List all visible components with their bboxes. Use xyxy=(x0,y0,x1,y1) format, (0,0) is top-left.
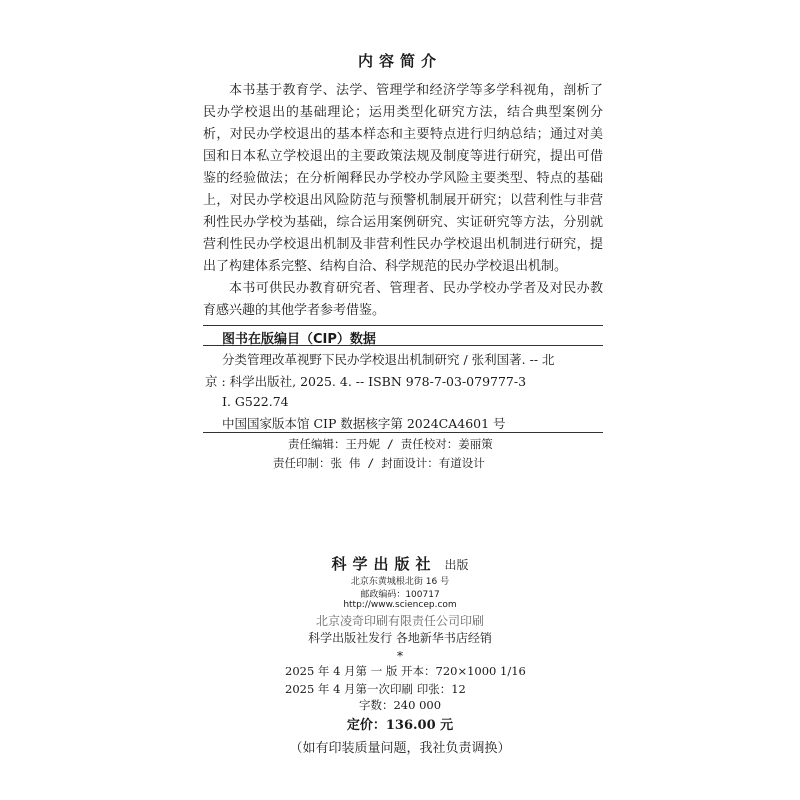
publisher-name: 科学出版社 xyxy=(331,555,437,573)
editor-credits: 责任编辑：王丹妮 / 责任校对：姜丽策 xyxy=(288,437,493,451)
cip-record-line: 分类管理改革视野下民办学校退出机制研究 / 张利国著. -- 北 xyxy=(222,352,555,367)
cip-classification: Ⅰ. G522.74 xyxy=(222,394,289,409)
cip-bottom-rule xyxy=(203,432,603,433)
summary-title: 内容简介 xyxy=(357,52,442,70)
publisher-suffix: 出版 xyxy=(444,558,469,572)
distribution-line: 科学出版社发行 各地新华书店经销 xyxy=(308,631,492,645)
cip-top-rule xyxy=(203,325,603,326)
printer-name: 北京凌奇印刷有限责任公司印刷 xyxy=(315,614,484,628)
cip-heading-rule xyxy=(203,345,603,346)
publisher-postcode: 邮政编码：100717 xyxy=(360,590,440,600)
summary-body xyxy=(203,80,603,322)
publisher-address: 北京东黄城根北街 16 号 xyxy=(350,577,450,587)
cip-number: 中国国家版本馆 CIP 数据核字第 2024CA4601 号 xyxy=(222,416,506,431)
publisher-url: http://www.sciencep.com xyxy=(343,600,457,610)
separator-star: * xyxy=(397,649,403,663)
cip-heading: 图书在版编目（CIP）数据 xyxy=(222,332,376,347)
cip-record-line: 京 : 科学出版社, 2025. 4. -- ISBN 978-7-03-079777-3 xyxy=(205,374,527,389)
quality-note: （如有印装质量问题，我社负责调换） xyxy=(289,741,511,756)
edition-line: 2025 年 4 月第 一 版 开本：720×1000 1/16 xyxy=(285,664,526,678)
publisher-line xyxy=(0,553,800,574)
price-label: 定价：136.00 元 xyxy=(346,718,454,733)
word-count: 字数：240 000 xyxy=(358,698,442,712)
summary-paragraph: 本书基于教育学、法学、管理学和经济学等多学科视角，剖析了民办学校退出的基础理论；运用类型化研究方法，结合典型案例分析，对民办学校退出的基本样态和主要特点进行归纳总结；通过对美国和日本私立学校退出的主要政策法规及制度等进行研究，提出可借鉴的经验做法；在分析阐释民办学校办学风险主要类型、特点的基础上，对民办学校退出风险防范与预警机制展开研究；以营利性与非营利性民办学校为基础，综合运用案例研究、实证研究等方法，分别就营利性民办学校退出机制及非营利性民办学校退出机制进行研究，提出了构建体系完整、结构自洽、科学规范的民办学校退出机制。 xyxy=(203,83,603,274)
printing-line: 2025 年 4 月第一次印刷 印张：12 xyxy=(285,682,466,696)
production-credits: 责任印制：张 伟 / 封面设计：有道设计 xyxy=(273,456,485,470)
summary-paragraph: 本书可供民办教育研究者、管理者、民办学校办学者及对民办教育感兴趣的其他学者参考借鉴。 xyxy=(203,281,603,318)
